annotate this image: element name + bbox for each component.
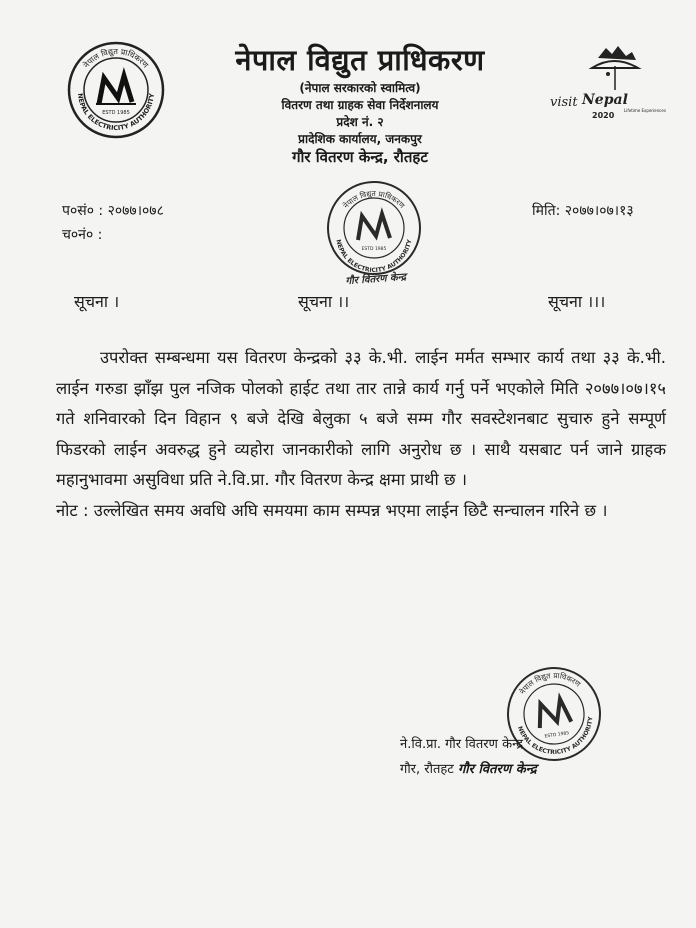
signature-block [400, 732, 640, 782]
notice-note: नोट : उल्लेखित समय अवधि अघि समयमा काम सम्पन्न भएमा लाईन छिटै सन्चालन गरिने छ । [56, 500, 608, 520]
visit-year: 2020 [592, 111, 615, 120]
visit-word: visit [550, 95, 578, 110]
reference-number: प०सं० : २०७७।०७८ [62, 203, 164, 219]
directorate-line: वितरण तथा ग्राहक सेवा निर्देशनालय [281, 98, 439, 112]
office-stamp-icon [320, 178, 428, 286]
signature-handwriting: गौर वितरण केन्द्र [457, 762, 537, 777]
notice-paragraph [56, 343, 666, 496]
logo-established: ESTD 1985 [102, 110, 130, 116]
logo-arc-bottom: NEPAL ELECTRICITY AUTHORITY [75, 92, 157, 133]
stamp-arc-bottom: NEPAL ELECTRICITY AUTHORITY [334, 238, 414, 275]
dispatch-number: च०नं० : [62, 227, 103, 243]
notice-heading-1: सूचना । [74, 292, 120, 311]
letterhead [170, 40, 550, 167]
svg-text:नेपाल विद्युत प्राधिकरण [341, 189, 407, 211]
notice-paragraph-text: उपरोक्त सम्बन्धमा यस वितरण केन्द्रको ३३ के.भी. लाईन मर्मत सम्भार कार्य तथा ३३ के.भी. लाईन गरुडा झाँझ पुल नजिक पोलको हाईट तथा तार तान्ने कार्य गर्नु पर्ने भएकोले मिति २०७७।०७।१५ गते शनिवारको दिन विहान ९ बजे देखि बेलुका ५ बजे सम्म गौर सवस्टेशनबाट सुचारु हुने सम्पूर्ण फिडरको लाईन अवरुद्ध हुने व्यहोरा जानकारीको लागि अनुरोध छ । साथै यसबाट पर्न जाने ग्राहक महानुभावमा असुविधा प्रति ने.वि.प्रा. गौर वितरण केन्द्र क्षमा प्राथी छ । [56, 348, 666, 489]
signature-location: गौर, रौतहट [400, 762, 454, 777]
nepal-word: Nepal [582, 92, 628, 108]
stamp-arc-bottom: NEPAL ELECTRICITY AUTHORITY [516, 716, 595, 757]
visit-nepal-logo [540, 40, 666, 130]
logo-arc-top: नेपाल विद्युत प्राधिकरण [81, 46, 151, 70]
stamp-handwriting: गौर वितरण केन्द्र [345, 271, 407, 286]
organization-name: नेपाल विद्युत प्राधिकरण [235, 43, 485, 77]
letter-date: मिति: २०७७।०७।१३ [532, 203, 634, 219]
ownership-line: (नेपाल सरकारको स्वामित्व) [299, 81, 421, 95]
stamp-established: ESTD 1985 [544, 731, 570, 740]
notice-body [56, 343, 666, 526]
regional-office-line: प्रादेशिक कार्यालय, जनकपुर [298, 132, 422, 146]
branch-line: गौर वितरण केन्द्र, रौतहट [292, 148, 428, 166]
nea-logo-icon [66, 40, 166, 140]
visit-nepal-logo-icon [540, 40, 666, 130]
notice-heading-2: सूचना ।। [298, 292, 350, 311]
office-stamp-center [320, 178, 428, 286]
nea-logo [66, 40, 166, 140]
stamp-established: ESTD 1985 [361, 247, 387, 252]
stamp-arc-top: नेपाल विद्युत प्राधिकरण [517, 670, 583, 696]
svg-text:NEPAL ELECTRICITY AUTHORITY [334, 238, 413, 274]
visit-tagline: Lifetime Experiences [624, 108, 666, 113]
signature-office: ने.वि.प्रा. गौर वितरण केन्द्र [400, 737, 523, 752]
province-line: प्रदेश नं. २ [336, 115, 384, 129]
signature-location-line [400, 757, 640, 782]
stamp-arc-top: नेपाल विद्युत प्राधिकरण [341, 188, 407, 211]
notice-heading-3: सूचना ।।। [548, 292, 606, 311]
